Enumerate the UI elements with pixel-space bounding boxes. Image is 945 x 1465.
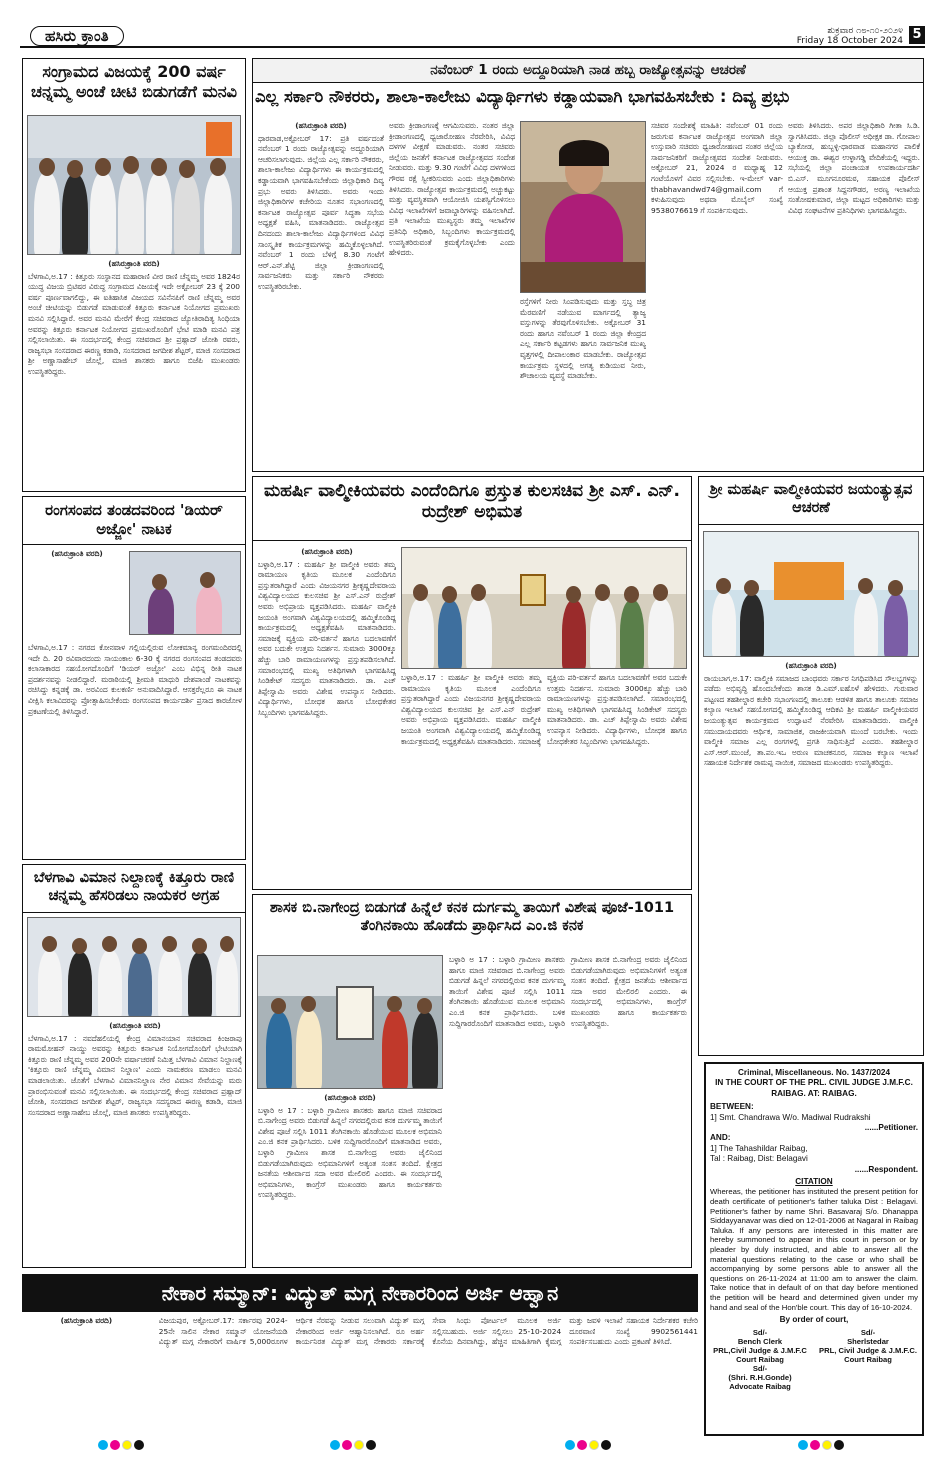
sig-title: Advocate Raibag (729, 1381, 791, 1391)
photo-kanaka-pooja (257, 955, 443, 1089)
sig-mark: Sd/- (860, 1327, 876, 1337)
paragraph: ರಸ್ತೆಗಳಿಗೆ ನೀರು ಸಿಂಪಡಿಸುವುದು ಮತ್ತು ಸ್ತಬ್ಧ ಚಿತ್ರ ಮೆರವಣಿಗೆ ನಡೆಯುವ ಮಾರ್ಗದಲ್ಲಿ ತ್ಯಾಜ್ಯ ವಸ್ತುಗಳನ್ನು ತೆರವುಗೊಳಿಸಬೇಕು. ಅಕ್ಟೋಬರ್ 31 ರಂದು ಹಾಗೂ ನವೆಂಬರ್ 1 ರಂದು ಜಿಲ್ಲಾ ಕೇಂದ್ರದ ಎಲ್ಲ ಸರ್ಕಾರಿ ಕಟ್ಟಡಗಳು ಹಾಗೂ ಸಾರ್ವಜನಿಕ ಮುಖ್ಯ ವೃತ್ತಗಳಲ್ಲಿ ದೀಪಾಲಂಕಾರ ಮಾಡಬೇಕು. ರಾಜ್ಯೋತ್ಸವ ಕಾರ್ಯಕ್ರಮ ಸ್ಥಳದಲ್ಲಿ ಅಗತ್ಯ ಕುಡಿಯುವ ನೀರು, ಶೌಚಾಲಯ ವ್ಯವಸ್ಥೆ ಮಾಡಬೇಕು. (520, 297, 646, 381)
paragraph: ಬಳ್ಳಾರಿ,ಅ.17 : ಮಹರ್ಷಿ ಶ್ರೀ ವಾಲ್ಮೀಕಿ ಅವರು ತಮ್ಮ ರಾಮಾಯಣ ಕೃತಿಯ ಮೂಲಕ ಎಂದೆಂದಿಗೂ ಪ್ರಸ್ತುತರಾಗಿದ್ದಾರೆ ಎಂದು ವಿಜಯನಗರ ಶ್ರೀಕೃಷ್ಣದೇವರಾಯ ವಿಶ್ವವಿದ್ಯಾಲಯದ ಕುಲಸಚಿವ ಶ್ರೀ ಎಸ್.ಎನ್ ರುದ್ರೇಶ್ ಅವರು ಅಭಿಪ್ರಾಯ ವ್ಯಕ್ತಪಡಿಸಿದರು. ಮಹರ್ಷಿ ವಾಲ್ಮೀಕಿ ಜಯಂತಿ ಅಂಗವಾಗಿ ವಿಶ್ವವಿದ್ಯಾಲಯದಲ್ಲಿ ಹಮ್ಮಿಕೊಂಡಿದ್ದ ಕಾರ್ಯಕ್ರಮದಲ್ಲಿ ಅಧ್ಯಕ್ಷತೆವಹಿಸಿ ಮಾತನಾಡಿದರು. ಸಮಾಜಕ್ಕೆ ವ್ಯಕ್ತಿಯ ಪರಿ-ವರ್ತನೆ ಹಾಗೂ ಬದಲಾವಣೆಗೆ ಅವರ ಬದುಕೇ ಉತ್ತಮ ನಿದರ್ಶನ. ಸುಮಾರು 3000ಕ್ಕೂ ಹೆಚ್ಚು ಬಾರಿ ರಾಮಾಯಣಗಳನ್ನು ಪ್ರಸ್ತುತಪಡಿಸಲಾಗಿದೆ. ಸಮಾರಂಭದಲ್ಲಿ ಮುಖ್ಯ ಅತಿಥಿಗಳಾಗಿ ಭಾಗವಹಿಸಿದ್ದ ಸಿಂಡಿಕೇಟ್ ಸದಸ್ಯರು ಮಾತನಾಡಿದರು. ಡಾ. ಎಚ್ ತಿಪ್ಪೇಸ್ವಾಮಿ ಅವರು ವಿಶೇಷ ಉಪನ್ಯಾಸ ನೀಡಿದರು. ವಿದ್ಯಾರ್ಥಿಗಳು, ಬೋಧಕ ಹಾಗೂ ಬೋಧಕೇತರ ಸಿಬ್ಬಂದಿಗಳು ಭಾಗವಹಿಸಿದ್ದರು. (258, 559, 396, 717)
registration-marks-left (98, 1440, 144, 1450)
sig-mark: Sd/- (752, 1363, 768, 1373)
headline-kanaka: ಶಾಸಕ ಬಿ.ನಾಗೇಂದ್ರ ಬಿಡುಗಡೆ ಹಿನ್ನೆಲೆ ಕನಕ ದುರ್ಗಮ್ಮ ತಾಯಿಗೆ ವಿಶೇಷ ಪೂಜೆ-1011 ತೆಂಗಿನಕಾಯಿ ಹೊಡೆದು ಪ್ರಾರ್ಥಿಸಿದ ಎಂ.ಜಿ ಕನಕ (269, 900, 675, 935)
photo-airport-delegation (27, 917, 241, 1017)
masthead (20, 26, 925, 48)
sig-court: PRL, Civil Judge & J.M.F.C. Court Raibag (819, 1345, 917, 1364)
respondent-role: ......Respondent. (854, 1164, 918, 1174)
body-kanaka (258, 1093, 442, 1265)
col-3 (520, 297, 646, 469)
and-label: AND: (710, 1133, 731, 1143)
article-drama (22, 496, 246, 860)
byline: (ಹಸಿರುಕ್ರಾಂತಿ ವರದಿ) (108, 259, 160, 268)
byline: (ಹಸಿರುಕ್ರಾಂತಿ ವರದಿ) (295, 121, 347, 130)
legal-notice-text (710, 1068, 918, 1391)
case-ref: Criminal, Miscellaneous. No. 1437/2024 (738, 1068, 890, 1077)
respondent-line-1: 1] The Tahashildar Raibag, (710, 1143, 808, 1153)
body-raibag (704, 661, 918, 1051)
photo-drama-stage (129, 551, 241, 635)
sig-court: PRL,Civil Judge & J.M.F.C Court Raibag (713, 1345, 807, 1364)
page-number: 5 (909, 26, 925, 44)
date-kannada: ಶುಕ್ರವಾರ ೧೮-೧೦-೨೦೨೪ (827, 26, 903, 36)
sig-name: (Shri. R.H.Gonde) (728, 1372, 792, 1382)
paragraph: ಬೆಳಗಾವಿ,ಅ.17 : ಕಿತ್ತೂರು ಸಂಸ್ಥಾನದ ಮಹಾರಾಣಿ ವೀರ ರಾಣಿ ಚೆನ್ನಮ್ಮ ಅವರ 1824ರ ಯುದ್ಧ ವಿಜಯ ಬ್ರಿಟಿಷರ ವಿರುದ್ಧ ಸಂಗ್ರಾಮದ ವಿಜಯಕ್ಕೆ ಇದೇ ಅಕ್ಟೋಬರ್ 23 ಕ್ಕೆ 200 ವರ್ಷ ಪೂರ್ಣವಾಗಲಿದ್ದು, ಈ ಐತಿಹಾಸಿಕ ವಿಜಯದ ಸವಿನೆನಪಿಗೆ ರಾಣಿ ಚೆನ್ನಮ್ಮ ಅವರ ಅಂಚೆ ಚೀಟಿಯನ್ನು ಬಿಡುಗಡೆ ಮಾಡುವಂತೆ ಕಿತ್ತೂರು ಕರ್ನಾಟಕ ನಿಯೋಗದ ಪ್ರಮುಖರು ಮನವಿ ಸಲ್ಲಿಸಿದ್ದಾರೆ. ಅವರ ಮನವಿ ಮೇರೆಗೆ ಕೇಂದ್ರ ಸಚಿವರಾದ ಜ್ಯೋತಿರಾದಿತ್ಯ ಸಿಂಧಿಯಾ ಅವರನ್ನು ಕಿತ್ತೂರು ಕರ್ನಾಟಕ ನಿಯೋಗದ ಪ್ರಮುಖರೊಂದಿಗೆ ಭೇಟಿ ಮಾಡಿ ಮನವಿ ಪತ್ರ ಸಲ್ಲಿಸಲಾಯಿತು. ಈ ಸಂದರ್ಭದಲ್ಲಿ ಕೇಂದ್ರ ಸಚಿವರಾದ ಶ್ರೀ ಪ್ರಹ್ಲಾದ್ ಜೋಶಿ ರವರು, ರಾಜ್ಯಸಭಾ ಸಂಸದರಾದ ಈರಣ್ಣ ಕಡಾಡಿ, ಸಂಸದರಾದ ಜಗದೀಶ ಶೆಟ್ಟರ್, ಮಾಜಿ ಸಂಸದರಾದ ಶ್ರೀ ಅಣ್ಣಾಸಾಹೇಬ್ ಜೊಲ್ಲೆ, ಮಾಜಿ ಶಾಸಕರು ಹಾಗೂ ಬಿಜೆಪಿ ಮುಖಂಡರು ಉಪಸ್ಥಿತರಿದ್ದರು. (28, 271, 240, 376)
signature-sherlstedar (818, 1328, 918, 1364)
col-vc-2 (401, 673, 687, 885)
photo-valmiki-event (401, 547, 687, 669)
paragraph: ಬೆಳಗಾವಿ,ಅ.17 : ನಗರದ ಕೋನವಾಳ ಗಲ್ಲಿಯಲ್ಲಿರುವ ಲೋಕಮಾನ್ಯ ರಂಗಮಂದಿರದಲ್ಲಿ ಇದೇ ದಿ. 20 ರವಿವಾರದಂದು ಸಾಯಂಕಾಲ 6-30 ಕ್ಕೆ ನಗರದ ರಂಗಸಂಪದ ತಂಡದವರು ಕಲಾಸಾಕಾರದ ಸಹಯೋಗದೊಂದಿಗೆ 'ಡಿಯರ್ ಅಜ್ಜೋ' ಎಂಬ ವಿಭಿನ್ನ ರೀತಿ ನಾಟಕ ಪ್ರದರ್ಶನವನ್ನು ನೀಡಲಿದ್ದಾರೆ. ಮರಾಠಿಯಲ್ಲಿ ಶ್ರೀಮತಿ ಮಾಧುರಿ ದೇಶಪಾಂಡೆ ನಾಟಕವನ್ನು ರಚಿಸಿದ್ದು ಕನ್ನಡಕ್ಕೆ ಡಾ. ಅರವಿಂದ ಕುಲಕರ್ಣಿ ಅನುವಾದಿಸಿದ್ದಾರೆ. ಆಸಕ್ತರೆಲ್ಲರೂ ಈ ನಾಟಕ ವೀಕ್ಷಿಸಿ ಕಲಾವಿದರನ್ನು ಪ್ರೋತ್ಸಾಹಿಸಬೇಕೆಂದು ರಂಗಸಂಪದ ಕಾರ್ಯದರ್ಶಿ ಪ್ರಸಾದ ಕಾರಜೋಳ ಪ್ರಕಟಣೆಯಲ್ಲಿ ತಿಳಿಸಿದ್ದಾರೆ. (28, 643, 242, 716)
petitioner-name: 1] Smt. Chandrawa W/o. Madiwal Rudrakshi (710, 1112, 871, 1122)
headline-airport: ಬೆಳಗಾವಿ ವಿಮಾನ ನಿಲ್ದಾಣಕ್ಕೆ ಕಿತ್ತೂರು ರಾಣಿ ಚನ್ನಮ್ಮ ಹೆಸರಿಡಲು ನಾಯಕರ ಅಗ್ರಹ (23, 865, 245, 913)
sig-mark: Sd/- (752, 1327, 768, 1337)
article-valmiki-raibag (698, 476, 924, 1056)
registration-marks-right (798, 1440, 844, 1450)
article-chennamma-stamp (22, 58, 246, 492)
article-kanaka (252, 894, 692, 1268)
body-kanaka-cont (449, 955, 687, 1265)
byline: (ಹಸಿರುಕ್ರಾಂತಿ ವರದಿ) (60, 1316, 113, 1325)
sig-title: Sherlstedar (847, 1336, 889, 1346)
respondent-line-2: Tal : Raibag, Dist: Belagavi (710, 1154, 808, 1164)
court-line-2: RAIBAG. AT: RAIBAG. (771, 1088, 857, 1098)
paragraph: ರಾಯಬಾಗ,ಅ.17: ವಾಲ್ಮೀಕಿ ಸಮಾಜದ ಬಾಂಧವರು ಸರ್ಕಾರ ನಿಗಧಿಪಡಿಸಿದ ಸೌಲಭ್ಯಗಳನ್ನು ಪಡೆದು ಅಭಿವೃದ್ಧಿ ಹೊಂದಬೇಕೆಂದು ಶಾಸಕ ಡಿ.ಎಮ್.ಐಹೊಳೆ ಹೇಳಿದರು. ಗುರುವಾರ ಪಟ್ಟಣದ ತಹಶೀಲ್ದಾರ ಕಚೇರಿ ಸಭಾಂಗಣದಲ್ಲಿ ತಾಲೂಕು ಆಡಳಿತ ಹಾಗೂ ತಾಲೂಕು ಸಮಾಜ ಕಲ್ಯಾಣ ಇಲಾಖೆ ಸಹಯೋಗದಲ್ಲಿ ಹಮ್ಮಿಕೊಂಡಿದ್ದ ಆದಿಕವಿ ಶ್ರೀ ಮಹರ್ಷಿ ವಾಲ್ಮೀಕಿಯವರ ಜಯಂತ್ಯುತ್ಸವ ಕಾರ್ಯಕ್ರಮದ ಉದ್ಘಾಟನೆ ನೆರವೇರಿಸಿ ಮಾತನಾಡಿದರು. ವಾಲ್ಮೀಕಿ ಸಮುದಾಯದವರು ಆರ್ಥಿಕ, ಸಾಮಾಜಿಕ, ರಾಜಕೀಯವಾಗಿ ಮುಂದೆ ಬರಬೇಕು. ಇಂದು ವಾಲ್ಮೀಕಿ ಸಮಾಜ ಎಲ್ಲ ರಂಗಗಳಲ್ಲಿ ಪ್ರಗತಿ ಸಾಧಿಸುತ್ತಿದೆ ಎಂದರು. ತಹಶೀಲ್ದಾರ ಎಸ್.ಆರ್.ಮುಂಜೆ, ತಾ.ಪಂ.ಇಒ ಅರುಣ ಮಾಚಕನೂರ, ಸಮಾಜ ಕಲ್ಯಾಣ ಇಲಾಖೆ ಸಹಾಯಕ ನಿರ್ದೇಶಕ ರಾಮಪ್ಪ ನಾಯಿಕ, ಸಮಾಜದ ಮುಖಂಡರು ಉಪಸ್ಥಿತರಿದ್ದರು. (704, 673, 918, 768)
paragraph: ಧಾರವಾಡ,ಅಕ್ಟೋಬರ್ 17: ಪ್ರತಿ ವರ್ಷದಂತೆ ನವೆಂಬರ್ 1 ರಂದು ರಾಜ್ಯೋತ್ಸವನ್ನು ಅದ್ದೂರಿಯಾಗಿ ಆಚರಿಸಲಾಗುವುದು. ಜಿಲ್ಲೆಯ ಎಲ್ಲ ಸರ್ಕಾರಿ ನೌಕರರು, ಶಾಲಾ-ಕಾಲೇಜು ವಿದ್ಯಾರ್ಥಿಗಳು ಈ ಕಾರ್ಯಕ್ರಮದಲ್ಲಿ ಕಡ್ಡಾಯವಾಗಿ ಭಾಗವಹಿಸಬೇಕೆಂದು ಜಿಲ್ಲಾಧಿಕಾರಿ ದಿವ್ಯ ಪ್ರಭು ಅವರು ತಿಳಿಸಿದರು. ಅವರು ಇಂದು ಜಿಲ್ಲಾಧಿಕಾರಿಗಳ ಕಚೇರಿಯ ನೂತನ ಸಭಾಂಗಣದಲ್ಲಿ ಕರ್ನಾಟಕ ರಾಜ್ಯೋತ್ಸವ ಪೂರ್ವ ಸಿದ್ಧತಾ ಸಭೆಯ ಅಧ್ಯಕ್ಷತೆ ವಹಿಸಿ, ಮಾತನಾಡಿದರು. ರಾಜ್ಯೋತ್ಸವ ದಿನದಂದು ಶಾಲಾ-ಕಾಲೇಜು ವಿದ್ಯಾರ್ಥಿಗಳಿಂದ ವಿವಿಧ ಸಾಂಸ್ಕೃತಿಕ ಕಾರ್ಯಕ್ರಮಗಳನ್ನು ಹಮ್ಮಿಕೊಳ್ಳಲಾಗಿದೆ. ನವೆಂಬರ್ 1 ರಂದು ಬೆಳಿಗ್ಗೆ 8.30 ಗಂಟೆಗೆ ಆರ್.ಎನ್.ಶೆಟ್ಟಿ ಜಿಲ್ಲಾ ಕ್ರೀಡಾಂಗಣದಲ್ಲಿ ಸಾರ್ವಜನಿಕರು ಮತ್ತು ಸರ್ಕಾರಿ ನೌಕರರು ಉಪಸ್ಥಿತರಿರಬೇಕು. (258, 133, 384, 291)
date-english: Friday 18 October 2024 (796, 36, 903, 46)
byline: (ಹಸಿರುಕ್ರಾಂತಿ ವರದಿ) (301, 547, 353, 556)
paragraph: ಸಚಿವರ ಸಂದೇಶಕ್ಕೆ ಮಾಹಿತಿ: ನವೆಂಬರ್ 01 ರಂದು ಜರುಗುವ ಕರ್ನಾಟಕ ರಾಜ್ಯೋತ್ಸವ ಅಂಗವಾಗಿ ಜಿಲ್ಲಾ ಉಸ್ತುವಾರಿ ಸಚಿವರು ಧ್ವಜಾರೋಹಣದ ನಂತರ ಜಿಲ್ಲೆಯ ಸಾರ್ವಜನಿಕರಿಗೆ ರಾಜ್ಯೋತ್ಸವದ ಸಂದೇಶ ನೀಡುವರು. ಅಕ್ಟೋಬರ್ 21, 2024 ರ ಮಧ್ಯಾಹ್ನ 12 ಗಂಟೆಯೊಳಗೆ ವಿವರ ಸಲ್ಲಿಸಬೇಕು. ಇ-ಮೇಲ್ var-thabhavandwd74@gmail.com ಗೆ ಕಳುಹಿಸುವುದು ಅಥವಾ ಮೊಬೈಲ್ ಸಂಖ್ಯೆ 9538076619 ಗೆ ಸಂಪರ್ಕಿಸುವುದು. (651, 121, 783, 215)
byline: (ಹಸಿರುಕ್ರಾಂತಿ ವರದಿ) (51, 549, 103, 558)
drama-intro (28, 549, 126, 641)
body-nekara (22, 1316, 698, 1434)
photo-delegation (27, 115, 241, 255)
sig-title: Bench Clerk (737, 1336, 783, 1346)
body-airport (28, 1021, 242, 1265)
headline-chennamma: ಸಂಗ್ರಾಮದ ವಿಜಯಕ್ಕೆ 200 ವರ್ಷ ಚನ್ನಮ್ಮ ಅಂಚೆ ಚೀಟಿ ಬಿಡುಗಡೆಗೆ ಮನವಿ (31, 62, 237, 101)
legal-notice (704, 1062, 924, 1436)
headline-nekara: ನೇಕಾರ ಸಮ್ಮಾನ್: ವಿದ್ಯುತ್ ಮಗ್ಗ ನೇಕಾರರಿಂದ ಅರ್ಜಿ ಆಹ್ವಾನ (22, 1274, 698, 1312)
headline-valmiki-raibag: ಶ್ರೀ ಮಹರ್ಷಿ ವಾಲ್ಮೀಕಿಯವರ ಜಯಂತ್ಯುತ್ಸವ ಆಚರಣೆ (699, 477, 923, 525)
body-chennamma (28, 259, 240, 487)
paragraph: ವಿಜಯಪುರ, ಅಕ್ಟೋಬರ್.17: ಸರ್ಕಾರವು 2024-25ನೇ ಸಾಲಿನ ನೇಕಾರ ಸಮ್ಮಾನ್ ಯೋಜನೆಯಡಿ ವಿದ್ಯುತ್ ಮಗ್ಗ ನೇಕಾರರಿಗೆ ವಾರ್ಷಿಕ 5,000ರೂಗಳ ಆರ್ಥಿಕ ನೆರವನ್ನು ನೀಡುವ ಸಲುವಾಗಿ ವಿದ್ಯುತ್ ಮಗ್ಗ ನೇಕಾರರಿಂದ ಅರ್ಜಿ ಆಹ್ವಾನಿಸಲಾಗಿದೆ. ರೂ ಅರ್ಹ ಕಾರ್ಯನಿರತ ವಿದ್ಯುತ್ ಮಗ್ಗ ನೇಕಾರರು ಸರ್ಕಾರಕ್ಕೆ ಸೇವಾ ಸಿಂಧು ಪೋರ್ಟಲ್ ಮೂಲಕ ಅರ್ಜಿ ಸಲ್ಲಿಸಬಹುದು. ಅರ್ಜಿ ಸಲ್ಲಿಸಲು 25-10-2024 ಕೊನೆಯ ದಿನವಾಗಿದ್ದು, ಹೆಚ್ಚಿನ ಮಾಹಿತಿಗಾಗಿ ಕೈಮಗ್ಗ ಮತ್ತು ಜವಳಿ ಇಲಾಖೆ ಸಹಾಯಕ ನಿರ್ದೇಶಕರ ಕಚೇರಿ ದೂರವಾಣಿ ಸಂಖ್ಯೆ 9902561441 ಸಂಪರ್ಕಿಸಬಹುದು ಎಂದು ಪ್ರಕಟಣೆ ತಿಳಿಸಿದೆ. (158, 1316, 698, 1347)
signature-bench-clerk (710, 1328, 810, 1364)
article-airport (22, 864, 246, 1268)
by-order: By order of court, (779, 1315, 849, 1325)
citation-title: CITATION (795, 1177, 833, 1187)
byline: (ಹಸಿರುಕ್ರಾಂತಿ ವರದಿ) (324, 1093, 376, 1102)
photo-divya-prabhu (520, 121, 646, 293)
col-2 (389, 121, 515, 469)
paragraph: ಬೆಳಗಾವಿ,ಅ.17 : ನವದೆಹಲಿಯಲ್ಲಿ ಕೇಂದ್ರ ವಿಮಾನಯಾನ ಸಚಿವರಾದ ಕಿಂಜರಾಪು ರಾಮಮೋಹನ್ ನಾಯ್ಡು ಅವರನ್ನು ಕಿತ್ತೂರು ಕರ್ನಾಟಕ ನಿಯೋಗದೊಂದಿಗೆ ಭೇಟಿಯಾಗಿ ಕಿತ್ತೂರು ರಾಣಿ ಚೆನ್ನಮ್ಮ ಅವರ 200ನೇ ವರ್ಷಾಚರಣೆ ನಿಮಿತ್ತ ಬೆಳಗಾವಿ ವಿಮಾನ ನಿಲ್ದಾಣಕ್ಕೆ 'ಕಿತ್ತೂರು ರಾಣಿ ಚೆನ್ನಮ್ಮ ವಿಮಾನ ನಿಲ್ದಾಣ' ಎಂದು ನಾಮಕರಣ ಮಾಡಲು ಮನವಿ ಮಾಡಲಾಯಿತು. ಜೊತೆಗೆ ಬೆಳಗಾವಿ ವಿಮಾನನಿಲ್ದಾಣ ನೇರ ವಿಮಾನ ಸೇವೆಯನ್ನು ಮರು ಪ್ರಾರಂಭಿಸುವಂತೆ ಮನವಿ ಸಲ್ಲಿಸಲಾಯಿತು. ಈ ಸಂದರ್ಭದಲ್ಲಿ ಕೇಂದ್ರ ಸಚಿವರಾದ ಪ್ರಹ್ಲಾದ್ ಜೋಶಿ, ಸಂಸದರಾದ ಜಗದೀಶ ಶೆಟ್ಟರ್, ರಾಜ್ಯಸಭಾ ಸದಸ್ಯರಾದ ಈರಣ್ಣ ಕಡಾಡಿ, ಮಾಜಿ ಸಂಸದರಾದ ಅಣ್ಣಾಸಾಹೇಬ ಜೊಲ್ಲೆ, ಮಾಜಿ ಶಾಸಕರು ಉಪಸ್ಥಿತರಿದ್ದರು. (28, 1033, 242, 1117)
col-4 (651, 121, 783, 469)
byline: (ಹಸಿರುಕ್ರಾಂತಿ ವರದಿ) (785, 661, 837, 670)
paragraph: ಅವರು ಕ್ರೀಡಾಂಗಣಕ್ಕೆ ಆಗಮಿಸುವರು. ನಂತರ ಜಿಲ್ಲಾ ಕ್ರೀಡಾಂಗಣದಲ್ಲಿ ಧ್ವಜಾರೋಹಣ ನೆರವೇರಿಸಿ, ವಿವಿಧ ದಳಗಳ ವೀಕ್ಷಣೆ ಮಾಡುವರು. ನಂತರ ಸಚಿವರು ಜಿಲ್ಲೆಯ ಜನತೆಗೆ ಕರ್ನಾಟಕ ರಾಜ್ಯೋತ್ಸವದ ಸಂದೇಶ ನೀಡುವರು. ಮತ್ತು 9.30 ಗಂಟೆಗೆ ವಿವಿಧ ದಳಗಳಿಂದ ಗೌರವ ರಕ್ಷೆ ಸ್ವೀಕರಿಸುವರು ಎಂದು ಜಿಲ್ಲಾಧಿಕಾರಿಗಳು ತಿಳಿಸಿದರು. ರಾಜ್ಯೋತ್ಸವ ಕಾರ್ಯಕ್ರಮದಲ್ಲಿ ಅಚ್ಚುಕಟ್ಟು ಮತ್ತು ವ್ಯವಸ್ಥಿತವಾಗಿ ಆಯೋಜಿಸಿ ಯಶಸ್ವಿಗೊಳಿಸಲು ವಿವಿಧ ಇಲಾಖೆಗಳಿಗೆ ಜವಾಬ್ದಾರಿಗಳನ್ನು ವಹಿಸಲಾಗಿದೆ. ಪ್ರತಿ ಇಲಾಖೆಯ ಮುಖ್ಯಸ್ಥರು ತಮ್ಮ ಇಲಾಖೆಗಳ ಪ್ರತಿನಿಧಿ ಅಧಿಕಾರಿ, ಸಿಬ್ಬಂದಿಗಳು ಕಾರ್ಯಕ್ರಮದಲ್ಲಿ ಉಪಸ್ಥಿತರಿರುವಂತೆ ಕ್ರಮಕೈಗೊಳ್ಳಬೇಕು ಎಂದು ಹೇಳಿದರು. (389, 121, 515, 258)
article-rajyotsava (252, 58, 924, 472)
petitioner-role: ......Petitioner. (864, 1123, 918, 1133)
photo-raibag-event (703, 531, 919, 657)
paragraph: ಬಳ್ಳಾರಿ ಅ 17 : ಬಳ್ಳಾರಿ ಗ್ರಾಮೀಣ ಶಾಸಕರು ಹಾಗೂ ಮಾಜಿ ಸಚಿವರಾದ ಬಿ.ನಾಗೇಂದ್ರ ಅವರು ಬಿಡುಗಡೆ ಹಿನ್ನಲೆ ನಗರದಲ್ಲಿರುವ ಕನಕ ದುರ್ಗಮ್ಮ ತಾಯಿಗೆ ವಿಶೇಷ ಪೂಜೆ ಸಲ್ಲಿಸಿ 1011 ತೆಂಗಿನಕಾಯಿ ಹೊಡೆಯುವ ಮೂಲಕ ಅಭಿಮಾನಿ ಎಂ.ಜಿ ಕನಕ ಪ್ರಾರ್ಥಿಸಿದರು. ಬಳಿಕ ಸುದ್ದಿಗಾರರೊಂದಿಗೆ ಮಾತನಾಡಿದ ಅವರು, ಬಳ್ಳಾರಿ ಗ್ರಾಮೀಣ ಶಾಸಕ ಬಿ.ನಾಗೇಂದ್ರ ಅವರು ಜೈಲಿನಿಂದ ಬಿಡುಗಡೆಯಾಗಿರುವುದು ಅಭಿಮಾನಿಗಳಿಗೆ ಅತ್ಯಂತ ಸಂತಸ ತಂದಿದೆ. ಕ್ಷೇತ್ರದ ಜನತೆಯ ಆಶೀರ್ವಾದ ಸದಾ ಅವರ ಮೇಲಿರಲಿ ಎಂದರು. ಈ ಸಂದರ್ಭದಲ್ಲಿ ಅಭಿಮಾನಿಗಳು, ಕಾಂಗ್ರೆಸ್ ಮುಖಂಡರು ಹಾಗೂ ಕಾರ್ಯಕರ್ತರು ಉಪಸ್ಥಿತರಿದ್ದರು. (449, 955, 687, 1028)
col-vc-1 (258, 547, 396, 885)
byline: (ಹಸಿರುಕ್ರಾಂತಿ ವರದಿ) (109, 1021, 161, 1030)
body-drama (28, 643, 242, 855)
headline-rajyotsava: ಎಲ್ಲ ಸರ್ಕಾರಿ ನೌಕರರು, ಶಾಲಾ-ಕಾಲೇಜು ವಿದ್ಯಾರ್ಥಿಗಳು ಕಡ್ಡಾಯವಾಗಿ ಭಾಗವಹಿಸಬೇಕು : ದಿವ್ಯ ಪ್ರಭು (255, 86, 790, 106)
signature-advocate (710, 1364, 810, 1391)
registration-marks-mid-right (565, 1440, 611, 1450)
between-label: BETWEEN: (710, 1102, 754, 1112)
citation-body: Whereas, the petitioner has instituted the present petition for death certificate of petitioner's father taluka Dist : Belagavi. Petitioner's father by name Shri. Basavaraj S/o. Dhanappa Siddayyanavar was died on 12-01-2006 at Nagaral in Raibag Taluka. If any persons are interested in this matter are hereby summoned to appear in this court in person or by pleader by duly instructed, and able to answer all the material questions relating to the case or who shall be accompanying by some persons able to answer all the questions on 26-11-2024 at 11:00 am to answer the claim. Take notice that in default of on that day before mentioned the petition will be heard and determined given under my hand and seal of the Hon'ble court. This day of 16-10-2024. (710, 1187, 918, 1312)
col-5 (788, 121, 920, 469)
paragraph: ಬಳ್ಳಾರಿ,ಅ.17 : ಮಹರ್ಷಿ ಶ್ರೀ ವಾಲ್ಮೀಕಿ ಅವರು ತಮ್ಮ ರಾಮಾಯಣ ಕೃತಿಯ ಮೂಲಕ ಎಂದೆಂದಿಗೂ ಪ್ರಸ್ತುತರಾಗಿದ್ದಾರೆ ಎಂದು ವಿಜಯನಗರ ಶ್ರೀಕೃಷ್ಣದೇವರಾಯ ವಿಶ್ವವಿದ್ಯಾಲಯದ ಕುಲಸಚಿವ ಶ್ರೀ ಎಸ್.ಎನ್ ರುದ್ರೇಶ್ ಅವರು ಅಭಿಪ್ರಾಯ ವ್ಯಕ್ತಪಡಿಸಿದರು. ಮಹರ್ಷಿ ವಾಲ್ಮೀಕಿ ಜಯಂತಿ ಅಂಗವಾಗಿ ವಿಶ್ವವಿದ್ಯಾಲಯದಲ್ಲಿ ಹಮ್ಮಿಕೊಂಡಿದ್ದ ಕಾರ್ಯಕ್ರಮದಲ್ಲಿ ಅಧ್ಯಕ್ಷತೆವಹಿಸಿ ಮಾತನಾಡಿದರು. ಸಮಾಜಕ್ಕೆ ವ್ಯಕ್ತಿಯ ಪರಿ-ವರ್ತನೆ ಹಾಗೂ ಬದಲಾವಣೆಗೆ ಅವರ ಬದುಕೇ ಉತ್ತಮ ನಿದರ್ಶನ. ಸುಮಾರು 3000ಕ್ಕೂ ಹೆಚ್ಚು ಬಾರಿ ರಾಮಾಯಣಗಳನ್ನು ಪ್ರಸ್ತುತಪಡಿಸಲಾಗಿದೆ. ಸಮಾರಂಭದಲ್ಲಿ ಮುಖ್ಯ ಅತಿಥಿಗಳಾಗಿ ಭಾಗವಹಿಸಿದ್ದ ಸಿಂಡಿಕೇಟ್ ಸದಸ್ಯರು ಮಾತನಾಡಿದರು. ಡಾ. ಎಚ್ ತಿಪ್ಪೇಸ್ವಾಮಿ ಅವರು ವಿಶೇಷ ಉಪನ್ಯಾಸ ನೀಡಿದರು. ವಿದ್ಯಾರ್ಥಿಗಳು, ಬೋಧಕ ಹಾಗೂ ಬೋಧಕೇತರ ಸಿಬ್ಬಂದಿಗಳು ಭಾಗವಹಿಸಿದ್ದರು. (401, 673, 687, 746)
registration-marks-mid-left (330, 1440, 376, 1450)
article-valmiki-vc (252, 476, 692, 890)
kicker-rajyotsava: ನವೆಂಬರ್ 1 ರಂದು ಅದ್ದೂರಿಯಾಗಿ ನಾಡ ಹಬ್ಬ ರಾಜ್ಯೋತ್ಸವನ್ನು ಆಚರಣೆ (253, 59, 923, 83)
court-line-1: IN THE COURT OF THE PRL. CIVIL JUDGE J.M.F.C. (715, 1078, 913, 1088)
newspaper-title: ಹಸಿರು ಕ್ರಾಂತಿ (30, 26, 124, 46)
col-1 (258, 121, 384, 469)
headline-drama: ರಂಗಸಂಪದ ತಂಡದವರಿಂದ 'ಡಿಯರ್ ಅಜ್ಜೋ' ನಾಟಕ (23, 497, 245, 545)
paragraph: ಬಳ್ಳಾರಿ ಅ 17 : ಬಳ್ಳಾರಿ ಗ್ರಾಮೀಣ ಶಾಸಕರು ಹಾಗೂ ಮಾಜಿ ಸಚಿವರಾದ ಬಿ.ನಾಗೇಂದ್ರ ಅವರು ಬಿಡುಗಡೆ ಹಿನ್ನಲೆ ನಗರದಲ್ಲಿರುವ ಕನಕ ದುರ್ಗಮ್ಮ ತಾಯಿಗೆ ವಿಶೇಷ ಪೂಜೆ ಸಲ್ಲಿಸಿ 1011 ತೆಂಗಿನಕಾಯಿ ಹೊಡೆಯುವ ಮೂಲಕ ಅಭಿಮಾನಿ ಎಂ.ಜಿ ಕನಕ ಪ್ರಾರ್ಥಿಸಿದರು. ಬಳಿಕ ಸುದ್ದಿಗಾರರೊಂದಿಗೆ ಮಾತನಾಡಿದ ಅವರು, ಬಳ್ಳಾರಿ ಗ್ರಾಮೀಣ ಶಾಸಕ ಬಿ.ನಾಗೇಂದ್ರ ಅವರು ಜೈಲಿನಿಂದ ಬಿಡುಗಡೆಯಾಗಿರುವುದು ಅಭಿಮಾನಿಗಳಿಗೆ ಅತ್ಯಂತ ಸಂತಸ ತಂದಿದೆ. ಕ್ಷೇತ್ರದ ಜನತೆಯ ಆಶೀರ್ವಾದ ಸದಾ ಅವರ ಮೇಲಿರಲಿ ಎಂದರು. ಈ ಸಂದರ್ಭದಲ್ಲಿ ಅಭಿಮಾನಿಗಳು, ಕಾಂಗ್ರೆಸ್ ಮುಖಂಡರು ಹಾಗೂ ಕಾರ್ಯಕರ್ತರು ಉಪಸ್ಥಿತರಿದ್ದರು. (258, 1105, 442, 1200)
headline-valmiki-vc: ಮಹರ್ಷಿ ವಾಲ್ಮೀಕಿಯವರು ಎಂದೆಂದಿಗೂ ಪ್ರಸ್ತುತ ಕುಲಸಚಿವ ಶ್ರೀ ಎಸ್. ಎನ್. ರುದ್ರೇಶ್ ಅಭಿಮತ (253, 477, 691, 541)
masthead-date (797, 26, 903, 46)
paragraph: ಅವರು ತಿಳಿಸಿದರು. ಅಪರ ಜಿಲ್ಲಾಧಿಕಾರಿ ಗೀತಾ ಸಿ.ಡಿ. ಸ್ವಾಗತಿಸಿದರು. ಜಿಲ್ಲಾ ಪೊಲೀಸ್ ಅಧೀಕ್ಷಕ ಡಾ. ಗೋಪಾಲ ಬ್ಯಾಕೋಡ, ಹುಬ್ಬಳ್ಳಿ-ಧಾರವಾಡ ಮಹಾನಗರ ಪಾಲಿಕೆ ಆಯುಕ್ತ ಡಾ. ಈಶ್ವರ ಉಳ್ಳಾಗಡ್ಡಿ ವೇದಿಕೆಯಲ್ಲಿ ಇದ್ದರು. ಸಭೆಯಲ್ಲಿ ಜಿಲ್ಲಾ ಪಂಚಾಯತ ಉಪಕಾರ್ಯದರ್ಶಿ ಬಿ.ಎಸ್. ಮೂಗನೂರಮಠ, ಸಹಾಯಕ ಪೊಲೀಸ್ ಆಯುಕ್ತ ಪ್ರಶಾಂತ ಸಿದ್ದನಗೌಡರ, ಅರಣ್ಯ ಇಲಾಖೆಯ ಸಂತೋಷಕುಮಾರ, ಜಿಲ್ಲಾ ಮಟ್ಟದ ಅಧಿಕಾರಿಗಳು ಮತ್ತು ವಿವಿಧ ಸಂಘಟನೆಗಳ ಪ್ರತಿನಿಧಿಗಳು ಭಾಗವಹಿಸಿದ್ದರು. (788, 121, 920, 215)
